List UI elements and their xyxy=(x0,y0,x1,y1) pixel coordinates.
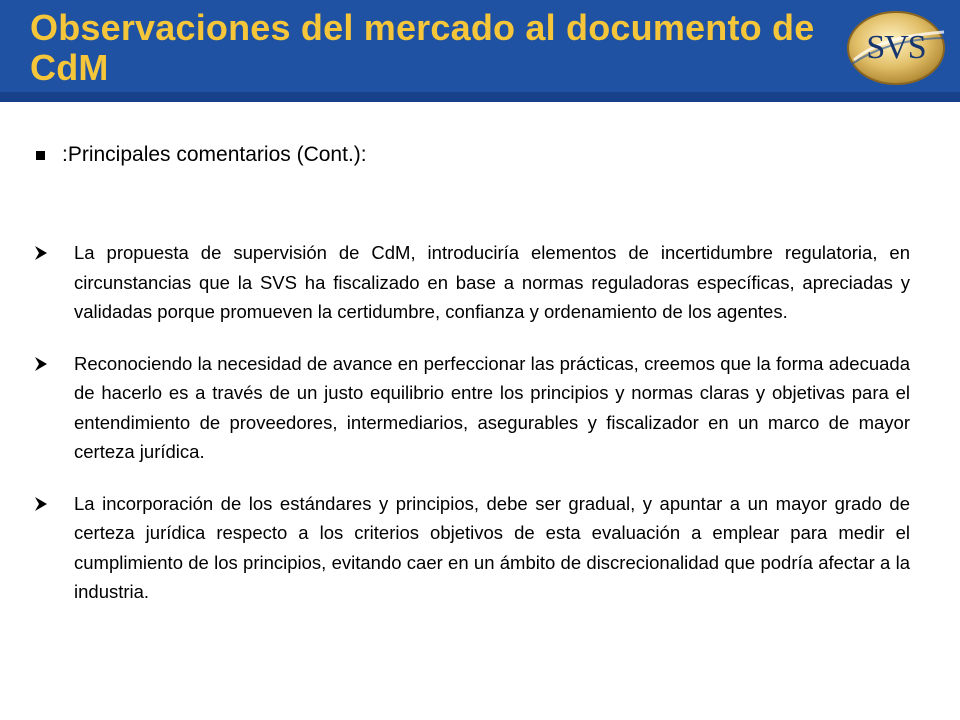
list-item-text: Reconociendo la necesidad de avance en perfeccionar las prácticas, creemos que la forma adecuada de hacerlo es a través de un justo equilibrio entre los principios y normas claras y objetivas para el entendimiento de proveedores, intermediarios, asegurables y fiscalizador en un marco de mayor certeza jurídica. xyxy=(74,352,910,462)
list-item xyxy=(34,489,910,607)
svs-logo xyxy=(840,8,952,88)
list-item-text: La propuesta de supervisión de CdM, introduciría elementos de incertidumbre regulatoria, en circunstancias que la SVS ha fiscalizado en base a normas reguladoras específicas, apreciadas y validadas porque promueven la certidumbre, confianza y ordenamiento de los agentes. xyxy=(74,242,910,322)
subtitle-text: :Principales comentarios (Cont.): xyxy=(62,143,367,166)
comment-list xyxy=(34,238,910,629)
header-bar xyxy=(0,0,960,102)
section-subtitle xyxy=(36,143,367,167)
arrow-bullet-icon xyxy=(34,238,74,268)
slide-title: Observaciones del mercado al documento de CdM xyxy=(30,7,815,88)
list-item-text: La incorporación de los estándares y principios, debe ser gradual, y apuntar a un mayor grado de certeza jurídica respecto a los criterios objetivos de esta evaluación a emplear para medir el cumplimiento de los principios, evitando caer en un ámbito de discrecionalidad que podría afectar a la industria. xyxy=(74,492,910,602)
list-item xyxy=(34,349,910,467)
list-item xyxy=(34,238,910,327)
arrow-bullet-icon xyxy=(34,489,74,519)
header-band xyxy=(0,92,960,102)
square-bullet-icon xyxy=(36,151,45,160)
arrow-bullet-icon xyxy=(34,349,74,379)
logo-text: SVS xyxy=(866,29,926,66)
